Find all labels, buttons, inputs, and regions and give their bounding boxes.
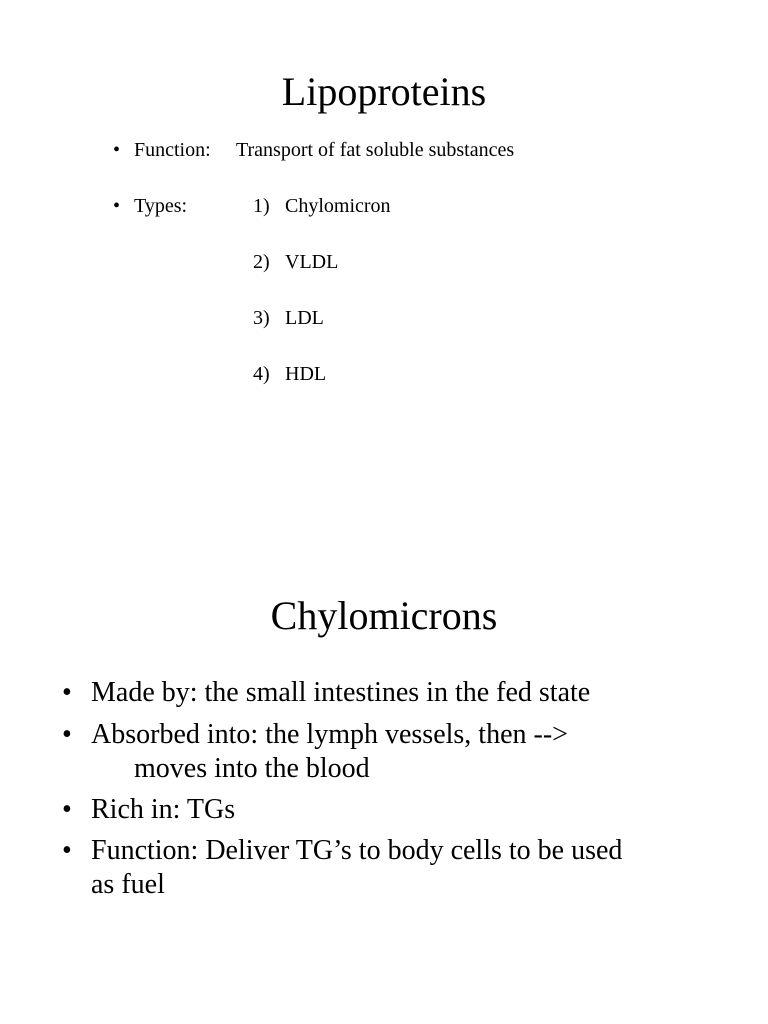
list-item-continuation: moves into the blood: [134, 753, 370, 784]
list-item-text: Absorbed into: the lymph vessels, then -->: [91, 719, 568, 750]
type-number: 4): [253, 363, 270, 385]
type-name: Chylomicron: [285, 195, 391, 217]
list-item-text: Made by: the small intestines in the fed state: [91, 677, 591, 708]
list-item-text: Function: Deliver TG’s to body cells to be used: [91, 835, 623, 866]
type-number: 1): [253, 195, 270, 217]
bullet-marker: •: [113, 195, 121, 217]
list-item-text: Rich in: TGs: [91, 794, 236, 825]
type-name: HDL: [285, 363, 327, 385]
slide-title: Lipoproteins: [281, 69, 487, 114]
bullet-marker: •: [62, 677, 72, 708]
type-number: 2): [253, 251, 270, 273]
function-text: Transport of fat soluble substances: [236, 139, 515, 161]
type-name: VLDL: [285, 251, 339, 273]
list-item-continuation: as fuel: [91, 869, 165, 900]
types-label: Types:: [134, 195, 188, 217]
type-number: 3): [253, 307, 270, 329]
type-name: LDL: [285, 307, 324, 329]
bullet-marker: •: [62, 835, 72, 866]
slide-chylomicrons: [0, 512, 768, 1024]
slide-title: Chylomicrons: [270, 593, 498, 638]
bullet-marker: •: [113, 139, 121, 161]
bullet-marker: •: [62, 719, 72, 750]
bullet-marker: •: [62, 794, 72, 825]
function-label: Function:: [134, 139, 211, 161]
